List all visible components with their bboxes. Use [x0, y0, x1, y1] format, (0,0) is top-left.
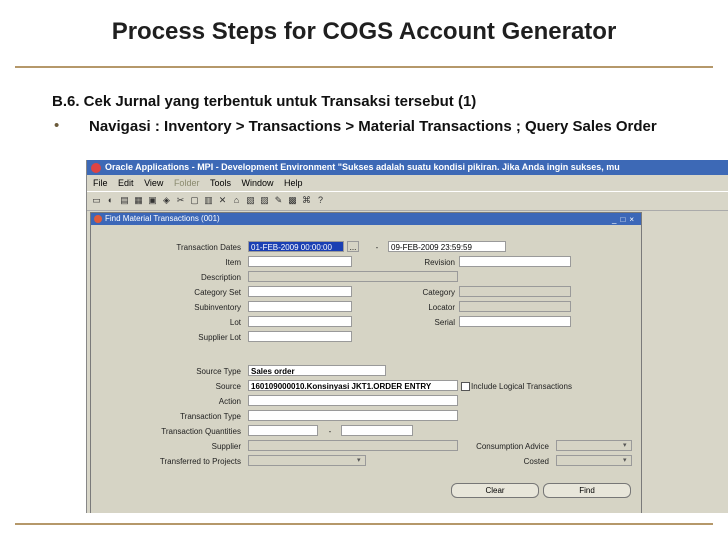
transaction-type-label: Transaction Type: [180, 412, 241, 421]
menu-window[interactable]: Window: [241, 178, 274, 188]
consumption-advice-select[interactable]: [556, 440, 632, 451]
menu-folder[interactable]: Folder: [173, 178, 200, 188]
action-label: Action: [218, 397, 241, 406]
item-field[interactable]: [248, 256, 352, 267]
lot-field[interactable]: [248, 316, 352, 327]
supplier-lot-label: Supplier Lot: [198, 333, 241, 342]
menu-view[interactable]: View: [144, 178, 164, 188]
navigator-icon[interactable]: ◈: [163, 195, 170, 205]
oracle-applications-window: [86, 160, 728, 513]
costed-label: Costed: [523, 457, 549, 466]
quantity-range-separator: -: [328, 427, 332, 436]
chevron-down-icon: ▾: [623, 442, 627, 449]
delete-icon[interactable]: ✕: [218, 195, 227, 205]
navigation-bullet: Navigasi : Inventory > Transactions > Material Transactions ; Query Sales Order: [89, 118, 657, 135]
copy-icon[interactable]: ▢: [190, 195, 199, 205]
locator-field: [459, 301, 571, 312]
include-logical-label: Include Logical Transactions: [471, 382, 572, 391]
locator-label: Locator: [428, 303, 455, 312]
dialog-icon: [94, 215, 102, 223]
slide-title: Process Steps for COGS Account Generator: [111, 18, 617, 45]
bottom-divider: [15, 523, 713, 525]
save-icon[interactable]: ▤: [120, 195, 129, 205]
window-controls[interactable]: _□×: [612, 215, 638, 224]
item-label: Item: [225, 258, 241, 267]
top-divider: [15, 66, 713, 68]
print-icon[interactable]: ▦: [134, 195, 143, 205]
oracle-logo-icon: [91, 163, 101, 173]
zoom-icon[interactable]: ▩: [288, 195, 297, 205]
menu-tools[interactable]: Tools: [209, 178, 231, 188]
menu-help[interactable]: Help: [284, 178, 303, 188]
serial-field[interactable]: [459, 316, 571, 327]
clear-record-icon[interactable]: ▨: [260, 195, 269, 205]
revision-label: Revision: [424, 258, 455, 267]
category-set-field[interactable]: [248, 286, 352, 297]
find-material-transactions-dialog: [90, 212, 642, 513]
date-lov-button[interactable]: ...: [347, 241, 359, 252]
category-set-label: Category Set: [194, 288, 241, 297]
chevron-down-icon: ▾: [357, 457, 361, 464]
toolbar: [87, 191, 728, 211]
revision-field[interactable]: [459, 256, 571, 267]
source-value: 160109000010.Konsinyasi JKT1.ORDER ENTRY: [251, 382, 432, 391]
find-icon[interactable]: ◐: [107, 195, 114, 205]
close-form-icon[interactable]: ▣: [148, 195, 157, 205]
include-logical-checkbox[interactable]: [461, 382, 470, 391]
dialog-title: Find Material Transactions (001): [105, 214, 220, 223]
consumption-advice-label: Consumption Advice: [476, 442, 549, 451]
supplier-field: [248, 440, 458, 451]
action-field[interactable]: [248, 395, 458, 406]
subinventory-field[interactable]: [248, 301, 352, 312]
transferred-to-projects-select[interactable]: [248, 455, 366, 466]
supplier-lot-field[interactable]: [248, 331, 352, 342]
chevron-down-icon: ▾: [623, 457, 627, 464]
bullet-symbol: •: [54, 117, 60, 134]
app-title-text: Oracle Applications - MPI - Development Environment "Sukses adalah suatu kondisi pikiran. Jika Anda ingin sukses, mu: [105, 162, 620, 172]
quantity-from-field[interactable]: [248, 425, 318, 436]
find-button[interactable]: Find: [543, 483, 631, 498]
supplier-label: Supplier: [211, 442, 241, 451]
transaction-dates-label: Transaction Dates: [176, 243, 241, 252]
quantity-to-field[interactable]: [341, 425, 413, 436]
new-icon[interactable]: ▭: [92, 195, 101, 205]
transferred-to-projects-label: Transferred to Projects: [159, 457, 241, 466]
clear-button[interactable]: Clear: [451, 483, 539, 498]
lot-label: Lot: [229, 318, 241, 327]
transaction-date-from-field[interactable]: 01-FEB-2009 00:00:00: [248, 241, 344, 252]
attachments-icon[interactable]: ⌂: [233, 195, 240, 205]
transaction-type-field[interactable]: [248, 410, 458, 421]
transaction-quantities-label: Transaction Quantities: [161, 427, 241, 436]
source-type-value: Sales order: [251, 367, 295, 376]
app-title-bar: [87, 160, 728, 175]
menu-bar: [87, 176, 728, 190]
source-type-field[interactable]: [248, 365, 386, 376]
step-heading: B.6. Cek Jurnal yang terbentuk untuk Transaksi tersebut (1): [52, 93, 477, 110]
serial-label: Serial: [434, 318, 455, 327]
edit-icon[interactable]: ✎: [274, 195, 283, 205]
description-field: [248, 271, 458, 282]
source-type-label: Source Type: [196, 367, 241, 376]
translations-icon[interactable]: ⌘: [302, 195, 311, 205]
folder-icon[interactable]: ▧: [246, 195, 255, 205]
source-label: Source: [215, 382, 241, 391]
menu-file[interactable]: File: [93, 178, 108, 188]
source-field[interactable]: [248, 380, 458, 391]
costed-select[interactable]: [556, 455, 632, 466]
next-block-icon[interactable]: ✂: [176, 195, 185, 205]
date-range-separator: -: [375, 243, 379, 252]
transaction-date-to-field[interactable]: 09-FEB-2009 23:59:59: [388, 241, 506, 252]
help-icon[interactable]: ?: [317, 195, 323, 205]
category-label: Category: [422, 288, 455, 297]
category-field: [459, 286, 571, 297]
dialog-title-bar: [91, 213, 641, 225]
menu-edit[interactable]: Edit: [118, 178, 134, 188]
description-label: Description: [200, 273, 241, 282]
subinventory-label: Subinventory: [194, 303, 241, 312]
paste-icon[interactable]: ▥: [204, 195, 213, 205]
